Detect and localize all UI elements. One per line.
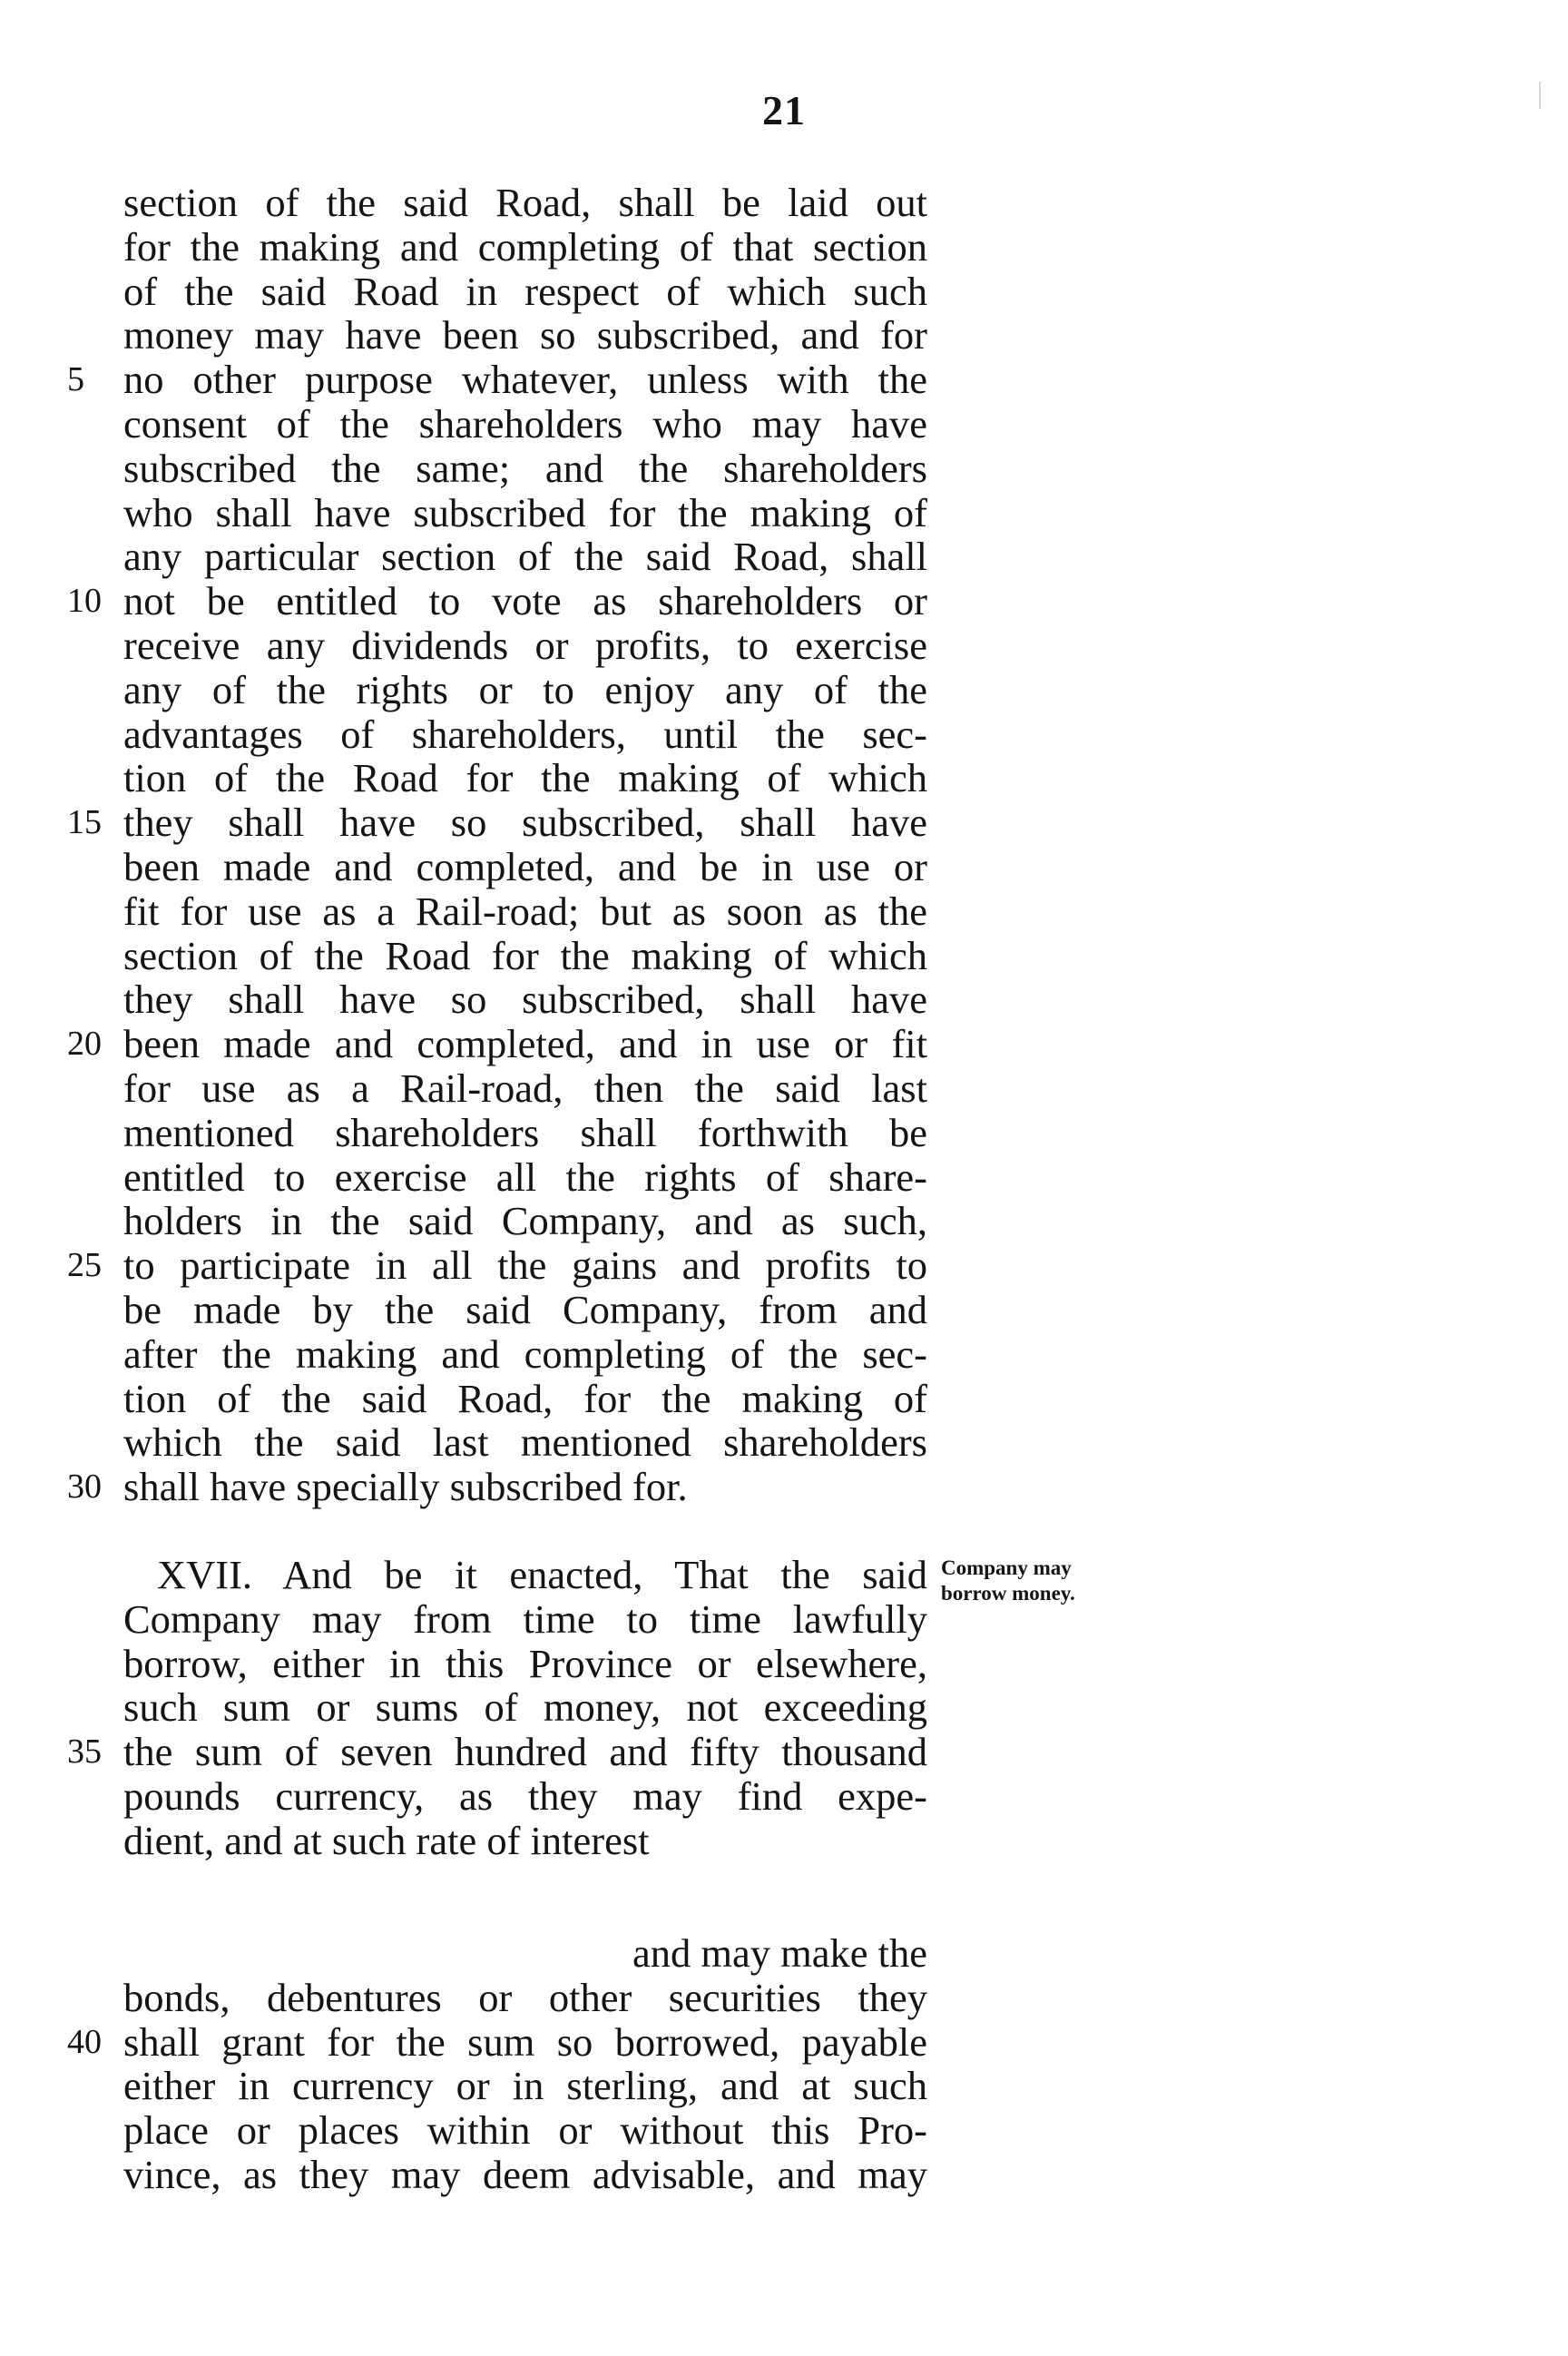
line-number: 25: [67, 1246, 102, 1284]
line-number: 5: [67, 360, 84, 398]
text-line: either in currency or in sterling, and at such: [123, 2063, 927, 2109]
text-line: shall grant for the sum so borrowed, payable: [123, 2018, 927, 2065]
text-line: section of the Road for the making of which: [123, 932, 927, 978]
text-line: advantages of shareholders, until the sec-: [123, 711, 927, 757]
text-line: any of the rights or to enjoy any of the: [123, 666, 927, 712]
margin-note-line: borrow money.: [941, 1582, 1075, 1605]
text-line: receive any dividends or profits, to exercise: [123, 623, 927, 668]
text-line: tion of the said Road, for the making of: [123, 1375, 927, 1421]
text-line: they shall have so subscribed, shall have: [123, 977, 927, 1023]
line-number: 30: [67, 1468, 102, 1506]
text-line: any particular section of the said Road, shall: [123, 534, 927, 580]
text-line: be made by the said Company, from and: [123, 1287, 927, 1332]
text-line: XVII. And be it enacted, That the said: [157, 1552, 927, 1597]
text-line: the sum of seven hundred and fifty thousand: [123, 1729, 927, 1775]
text-line: been made and completed, and in use or fit: [123, 1021, 927, 1067]
text-line: to participate in all the gains and profits to: [123, 1242, 927, 1289]
text-line: such sum or sums of money, not exceeding: [123, 1684, 927, 1731]
text-line: for the making and completing of that section: [123, 223, 927, 270]
text-line: money may have been so subscribed, and for: [123, 312, 927, 358]
text-line: pounds currency, as they may find expe-: [123, 1773, 927, 1819]
text-line: dient, and at such rate of interest: [123, 1817, 650, 1863]
margin-note: [941, 1556, 1150, 1606]
text-line: Company may from time to time lawfully: [123, 1595, 927, 1642]
text-line: after the making and completing of the sec-: [123, 1330, 927, 1377]
text-line: place or places within or without this Pro-: [123, 2107, 927, 2154]
text-line: and may make the: [632, 1930, 927, 1976]
margin-note-line: Company may: [941, 1556, 1072, 1579]
text-line: tion of the Road for the making of which: [123, 755, 927, 801]
text-line: vince, as they may deem advisable, and may: [123, 2152, 927, 2197]
text-line: been made and completed, and be in use or: [123, 844, 927, 889]
text-line: for use as a Rail-road, then the said last: [123, 1065, 927, 1111]
line-number: 15: [67, 803, 102, 841]
line-number: 10: [67, 582, 102, 620]
page-number: 21: [762, 87, 806, 133]
line-number: 35: [67, 1733, 102, 1771]
text-line: of the said Road in respect of which such: [123, 268, 927, 314]
text-line: entitled to exercise all the rights of share-: [123, 1153, 927, 1200]
text-line: consent of the shareholders who may have: [123, 401, 927, 447]
text-line: who shall have subscribed for the making of: [123, 489, 927, 535]
text-line: holders in the said Company, and as such,: [123, 1198, 927, 1244]
line-number: 20: [67, 1025, 102, 1063]
text-line: bonds, debentures or other securities they: [123, 1974, 927, 2020]
line-number: 40: [67, 2023, 102, 2061]
text-line: borrow, either in this Province or elsewhere,: [123, 1640, 927, 1686]
text-line: subscribed the same; and the shareholders: [123, 445, 927, 491]
text-line: no other purpose whatever, unless with the: [123, 357, 927, 403]
text-line: they shall have so subscribed, shall have: [123, 800, 927, 846]
text-line: section of the said Road, shall be laid out: [123, 180, 927, 225]
text-line: not be entitled to vote as shareholders or: [123, 578, 927, 624]
text-line: fit for use as a Rail-road; but as soon as the: [123, 888, 927, 934]
text-line: mentioned shareholders shall forthwith be: [123, 1109, 927, 1155]
text-line: which the said last mentioned shareholders: [123, 1419, 927, 1466]
text-line: shall have specially subscribed for.: [123, 1464, 688, 1510]
